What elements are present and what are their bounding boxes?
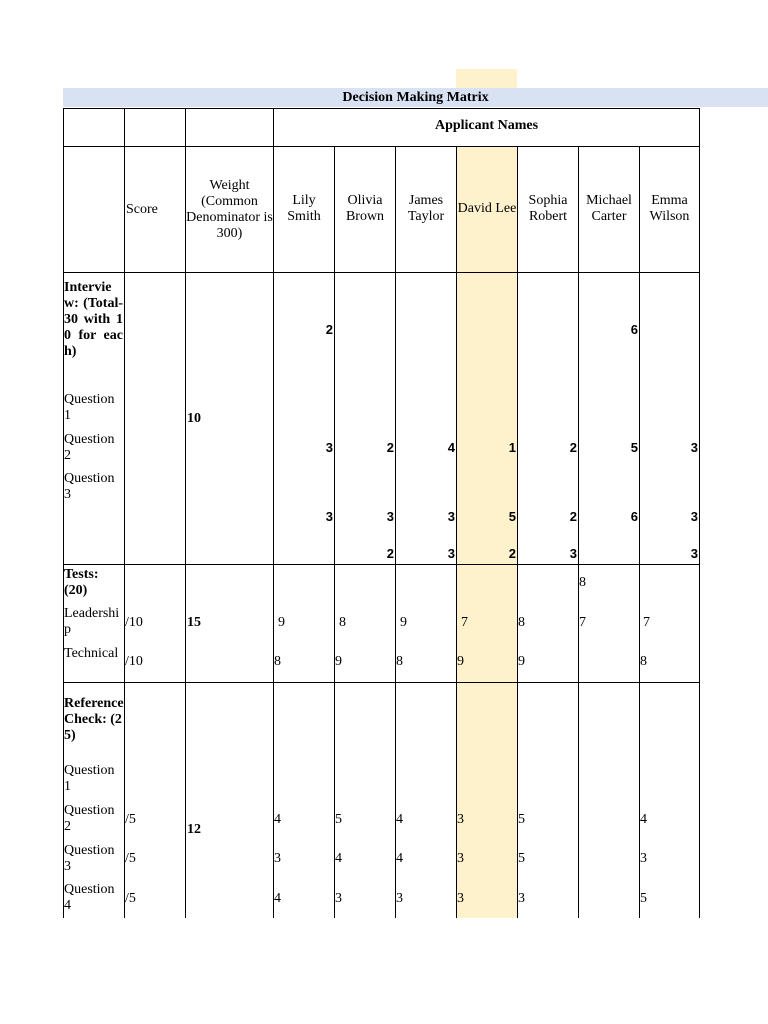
reference-row-score: /5 — [125, 891, 136, 906]
interview-score: 2 — [386, 440, 394, 455]
interview-score: 1 — [508, 440, 516, 455]
interview-score: 5 — [630, 440, 638, 455]
tests-score: 9 — [278, 615, 285, 630]
reference-score: 3 — [457, 891, 464, 906]
interview-section-heading: Interview: (Total-30 with 10 for each) — [64, 280, 123, 359]
reference-score: 3 — [396, 891, 403, 906]
reference-question-label: Question 3 — [64, 843, 115, 874]
tests-score: 9 — [457, 654, 464, 669]
tests-score: 9 — [335, 654, 342, 669]
interview-score: 6 — [630, 509, 638, 524]
tests-section-heading: Tests: (20) — [64, 567, 99, 598]
reference-score: 3 — [518, 891, 525, 906]
interview-score: 2 — [386, 546, 394, 561]
interview-score: 3 — [386, 509, 394, 524]
reference-score: 5 — [335, 812, 342, 827]
reference-question-label: Question 1 — [64, 763, 115, 794]
tests-row-label: Leadership — [64, 606, 120, 637]
reference-score: 3 — [640, 851, 647, 866]
page-title: Decision Making Matrix — [63, 88, 768, 107]
interview-score: 2 — [508, 546, 516, 561]
interview-question-label: Question 1 — [64, 392, 115, 423]
applicant-name: James Taylor — [407, 193, 445, 224]
applicant-name: Olivia Brown — [345, 193, 385, 224]
applicant-name: David Lee — [457, 201, 517, 216]
interview-score: 3 — [569, 546, 577, 561]
tests-score: 8 — [396, 654, 403, 669]
interview-question-label: Question 2 — [64, 432, 115, 463]
reference-score: 3 — [274, 851, 281, 866]
tests-score: 8 — [274, 654, 281, 669]
reference-score: 5 — [518, 851, 525, 866]
tests-score: 7 — [643, 615, 650, 630]
reference-score: 5 — [518, 812, 525, 827]
interview-score: 2 — [569, 440, 577, 455]
tests-score: 9 — [518, 654, 525, 669]
reference-score: 4 — [274, 812, 281, 827]
reference-score: 3 — [457, 812, 464, 827]
highlight-header-cell — [456, 69, 517, 89]
applicant-name: Sophia Robert — [528, 193, 568, 224]
tests-score: 8 — [518, 615, 525, 630]
interview-score: 3 — [325, 509, 333, 524]
reference-question-label: Question 2 — [64, 803, 115, 834]
tests-score: 8 — [339, 615, 346, 630]
tests-score: 9 — [400, 615, 407, 630]
tests-row-score: /10 — [125, 615, 143, 630]
reference-score: 4 — [396, 812, 403, 827]
tests-score: 7 — [461, 615, 468, 630]
reference-section-heading: Reference Check: (25) — [64, 696, 124, 743]
interview-score: 2 — [325, 322, 333, 337]
reference-question-label: Question 4 — [64, 882, 115, 913]
interview-score: 2 — [569, 509, 577, 524]
interview-question-label: Question 3 — [64, 471, 115, 502]
interview-score: 3 — [690, 440, 698, 455]
reference-score: 4 — [396, 851, 403, 866]
tests-score: 8 — [579, 575, 586, 590]
reference-score: 4 — [274, 891, 281, 906]
tests-row-score: /10 — [125, 654, 143, 669]
weight-column-header: Weight (Common Denominator is 300) — [186, 178, 273, 241]
interview-score: 3 — [447, 546, 455, 561]
interview-score: 3 — [690, 546, 698, 561]
interview-weight: 10 — [187, 411, 201, 426]
reference-score: 4 — [640, 812, 647, 827]
reference-row-score: /5 — [125, 851, 136, 866]
tests-score: 7 — [579, 615, 586, 630]
interview-score: 3 — [325, 440, 333, 455]
tests-weight: 15 — [187, 615, 201, 630]
tests-row-label: Technical — [64, 646, 119, 661]
reference-score: 5 — [640, 891, 647, 906]
applicant-name: Lily Smith — [287, 193, 321, 224]
interview-score: 4 — [447, 440, 455, 455]
reference-score: 3 — [335, 891, 342, 906]
reference-row-score: /5 — [125, 812, 136, 827]
score-column-header: Score — [126, 202, 158, 217]
reference-weight: 12 — [187, 822, 201, 837]
reference-score: 4 — [335, 851, 342, 866]
reference-score: 3 — [457, 851, 464, 866]
tests-score: 8 — [640, 654, 647, 669]
highlight-column-david-lee — [456, 146, 517, 918]
applicant-names-header: Applicant Names — [434, 118, 539, 133]
interview-score: 3 — [447, 509, 455, 524]
applicant-name: Emma Wilson — [649, 193, 690, 224]
interview-score: 6 — [630, 322, 638, 337]
applicant-name: Michael Carter — [586, 193, 632, 224]
interview-score: 5 — [508, 509, 516, 524]
interview-score: 3 — [690, 509, 698, 524]
